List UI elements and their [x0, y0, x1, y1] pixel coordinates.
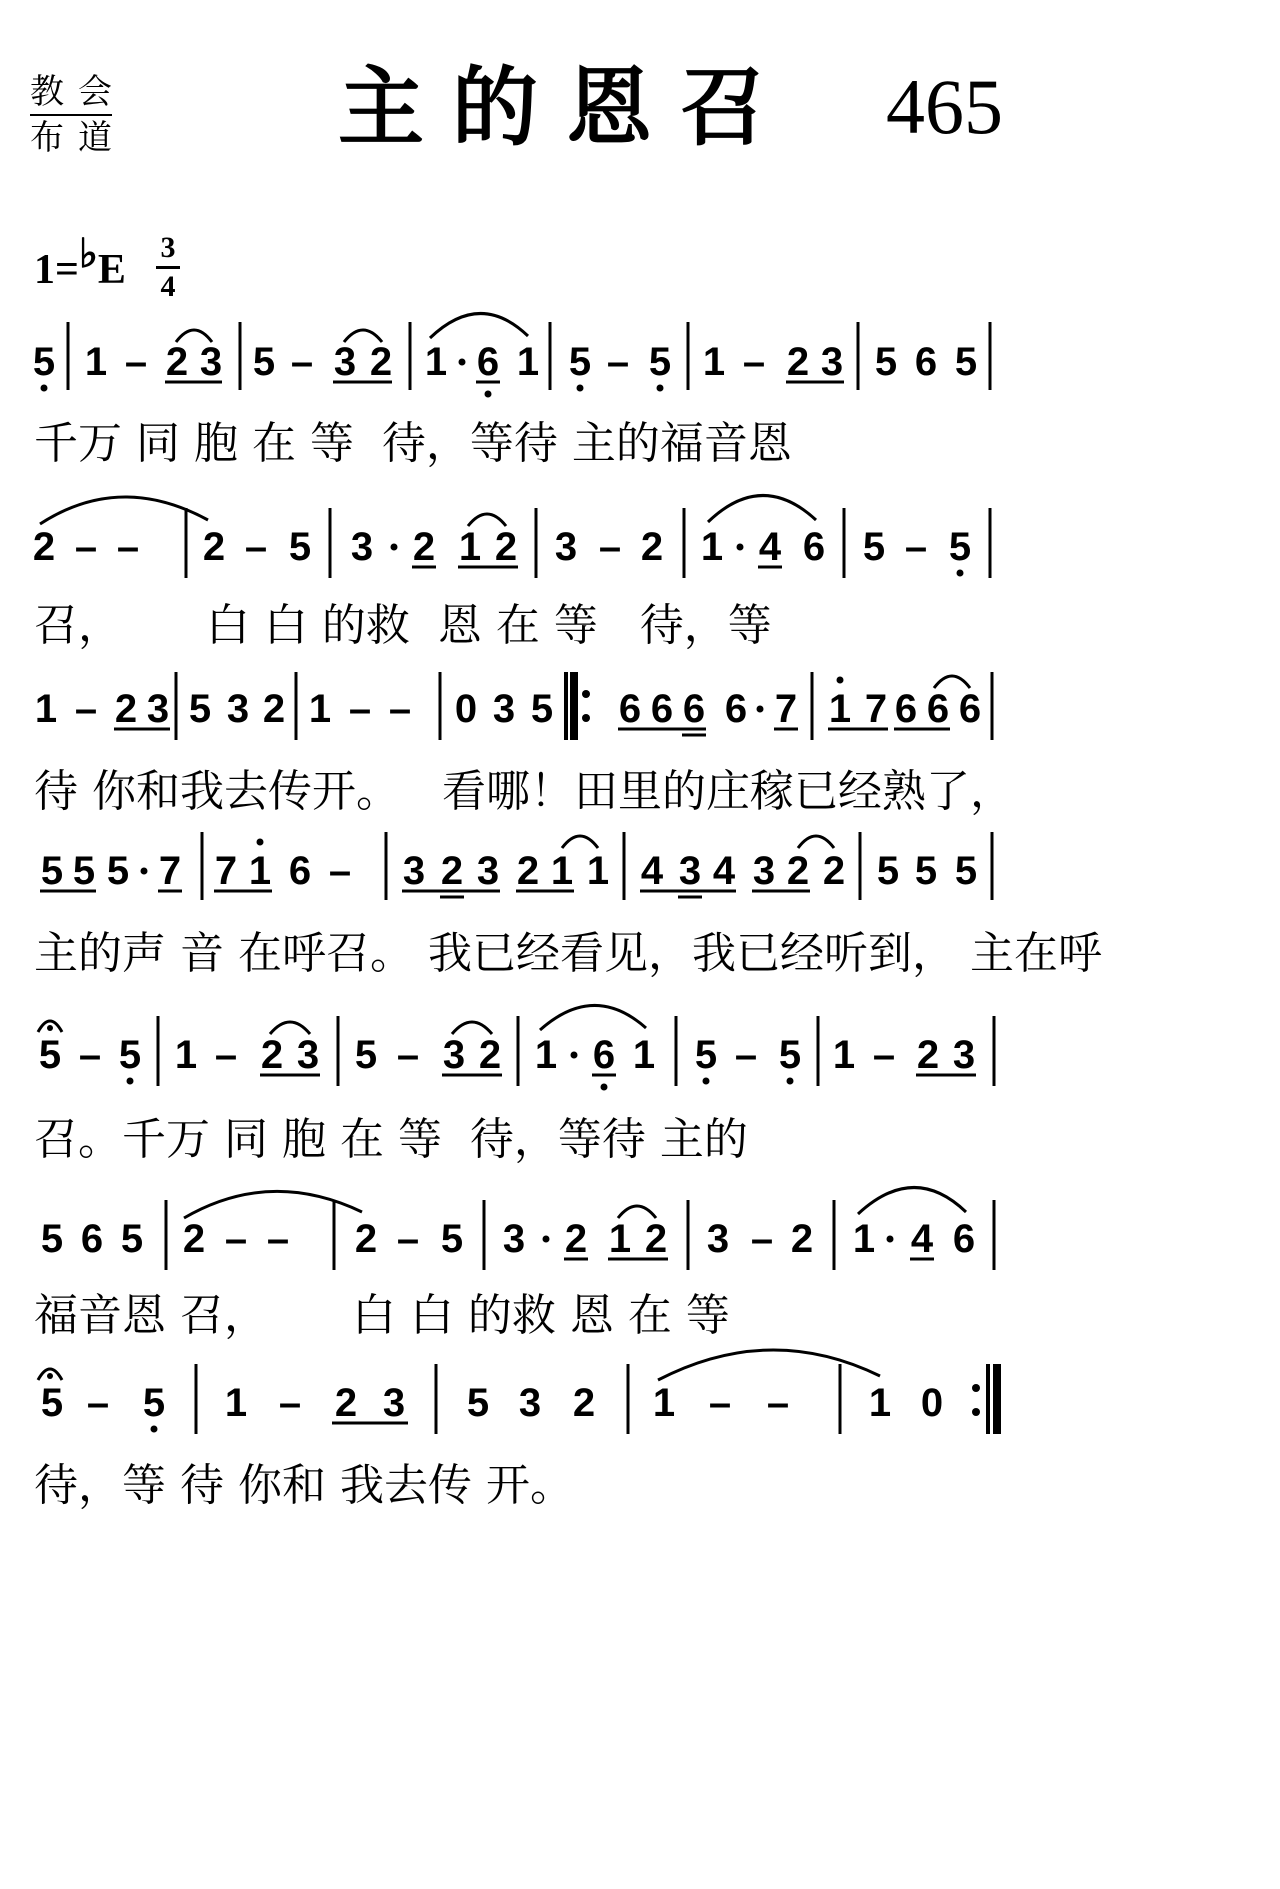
svg-text:–: – — [598, 525, 622, 569]
svg-text:–: – — [708, 1381, 732, 1425]
lyric-line-6: 福音恩 召， 白 白 的救 恩 在 等 — [34, 1290, 730, 1341]
svg-text:1: 1 — [174, 1033, 198, 1077]
svg-text:6: 6 — [592, 1033, 616, 1077]
svg-text:2: 2 — [260, 1033, 284, 1077]
svg-text:6: 6 — [682, 687, 706, 731]
lyric-line-5: 召。千万 同 胞 在 等 待，等待 主的 — [34, 1114, 748, 1165]
svg-text:4: 4 — [640, 849, 664, 893]
svg-text:0: 0 — [920, 1381, 944, 1425]
svg-text:2: 2 — [822, 849, 846, 893]
svg-text:5: 5 — [874, 340, 898, 384]
svg-text:1: 1 — [308, 687, 332, 731]
svg-text:6: 6 — [894, 687, 918, 731]
svg-text:1: 1 — [828, 687, 852, 731]
svg-text:2: 2 — [354, 1217, 378, 1261]
svg-text:–: – — [396, 1217, 420, 1261]
svg-text:3: 3 — [502, 1217, 526, 1261]
svg-text:1: 1 — [224, 1381, 248, 1425]
svg-text:–: – — [116, 525, 140, 569]
svg-text:7: 7 — [864, 687, 888, 731]
svg-text:3: 3 — [476, 849, 500, 893]
svg-text:6: 6 — [288, 849, 312, 893]
svg-text:2: 2 — [32, 525, 56, 569]
svg-text:1: 1 — [702, 340, 726, 384]
svg-text:6: 6 — [476, 340, 500, 384]
svg-text:6: 6 — [650, 687, 674, 731]
svg-text:5: 5 — [32, 340, 56, 384]
svg-text:1: 1 — [632, 1033, 656, 1077]
svg-text:–: – — [278, 1381, 302, 1425]
svg-text:1: 1 — [868, 1381, 892, 1425]
svg-text:2: 2 — [182, 1217, 206, 1261]
svg-text:6: 6 — [80, 1217, 104, 1261]
svg-text:5: 5 — [188, 687, 212, 731]
hymn-number: 465 — [886, 63, 1003, 150]
svg-text:6: 6 — [926, 687, 950, 731]
svg-text:7: 7 — [774, 687, 798, 731]
svg-text:1: 1 — [458, 525, 482, 569]
svg-text:–: – — [224, 1217, 248, 1261]
svg-text:3: 3 — [402, 849, 426, 893]
svg-text:–: – — [124, 340, 148, 384]
svg-text:–: – — [290, 340, 314, 384]
svg-text:–: – — [78, 1033, 102, 1077]
svg-text:1: 1 — [652, 1381, 676, 1425]
svg-text:2: 2 — [334, 1381, 358, 1425]
svg-text:3: 3 — [952, 1033, 976, 1077]
svg-text:3: 3 — [199, 340, 223, 384]
svg-text:5: 5 — [466, 1381, 490, 1425]
svg-text:7: 7 — [158, 849, 182, 893]
svg-text:5: 5 — [252, 340, 276, 384]
svg-text:3: 3 — [146, 687, 170, 731]
svg-text:5: 5 — [38, 1033, 62, 1077]
lyric-line-1: 千万 同 胞 在 等 待，等待 主的福音恩 — [34, 418, 792, 469]
svg-text:2: 2 — [369, 340, 393, 384]
svg-text:5: 5 — [876, 849, 900, 893]
svg-text:3: 3 — [333, 340, 357, 384]
svg-text:5: 5 — [288, 525, 312, 569]
svg-text:5: 5 — [954, 849, 978, 893]
svg-text:5: 5 — [568, 340, 592, 384]
svg-text:1: 1 — [534, 1033, 558, 1077]
svg-text:2: 2 — [262, 687, 286, 731]
svg-text:3: 3 — [820, 340, 844, 384]
flat-sign: ♭ — [78, 231, 98, 276]
svg-text:2: 2 — [572, 1381, 596, 1425]
svg-text:6: 6 — [724, 687, 748, 731]
svg-text:0: 0 — [454, 687, 478, 731]
svg-text:–: – — [86, 1381, 110, 1425]
svg-text:2: 2 — [202, 525, 226, 569]
svg-text:3: 3 — [296, 1033, 320, 1077]
category-label-top: 教会 — [30, 72, 126, 112]
svg-text:1: 1 — [248, 849, 272, 893]
svg-text:6: 6 — [952, 1217, 976, 1261]
svg-text:6: 6 — [958, 687, 982, 731]
svg-text:5: 5 — [72, 849, 96, 893]
svg-text:5: 5 — [142, 1381, 166, 1425]
svg-text:5: 5 — [914, 849, 938, 893]
svg-text:3: 3 — [226, 687, 250, 731]
svg-text:–: – — [606, 340, 630, 384]
lyric-line-7: 待，等 待 你和 我去传 开。 — [34, 1460, 574, 1511]
svg-text:–: – — [734, 1033, 758, 1077]
svg-text:–: – — [266, 1217, 290, 1261]
svg-text:6: 6 — [618, 687, 642, 731]
svg-text:2: 2 — [786, 340, 810, 384]
svg-text:7: 7 — [214, 849, 238, 893]
svg-text:1: 1 — [586, 849, 610, 893]
svg-text:3: 3 — [752, 849, 776, 893]
svg-text:4: 4 — [910, 1217, 934, 1261]
svg-text:–: – — [74, 687, 98, 731]
svg-text:1: 1 — [424, 340, 448, 384]
svg-text:–: – — [742, 340, 766, 384]
svg-text:2: 2 — [516, 849, 540, 893]
svg-text:3: 3 — [382, 1381, 406, 1425]
svg-text:–: – — [328, 849, 352, 893]
svg-text:2: 2 — [790, 1217, 814, 1261]
svg-text:2: 2 — [114, 687, 138, 731]
svg-text:1: 1 — [84, 340, 108, 384]
svg-text:–: – — [872, 1033, 896, 1077]
svg-text:3: 3 — [518, 1381, 542, 1425]
svg-text:3: 3 — [350, 525, 374, 569]
svg-text:2: 2 — [564, 1217, 588, 1261]
svg-text:–: – — [214, 1033, 238, 1077]
svg-text:2: 2 — [440, 849, 464, 893]
svg-text:5: 5 — [778, 1033, 802, 1077]
svg-text:1: 1 — [34, 687, 58, 731]
svg-text:5: 5 — [40, 1217, 64, 1261]
svg-text:–: – — [396, 1033, 420, 1077]
key-name: E — [97, 247, 126, 293]
svg-text:5: 5 — [948, 525, 972, 569]
key-prefix: 1= — [34, 247, 79, 293]
svg-text:5: 5 — [118, 1033, 142, 1077]
svg-text:2: 2 — [494, 525, 518, 569]
lyric-line-4: 主的声 音 在呼召。 我已经看见，我已经听到， 主在呼 — [34, 928, 1102, 979]
svg-text:5: 5 — [40, 1381, 64, 1425]
svg-text:5: 5 — [530, 687, 554, 731]
svg-text:3: 3 — [706, 1217, 730, 1261]
svg-text:1: 1 — [550, 849, 574, 893]
svg-text:–: – — [74, 525, 98, 569]
svg-text:–: – — [750, 1217, 774, 1261]
time-bottom: 4 — [160, 270, 176, 303]
svg-text:5: 5 — [106, 849, 130, 893]
lyric-line-2: 召， 白 白 的救 恩 在 等 待，等 — [34, 600, 772, 651]
svg-text:5: 5 — [440, 1217, 464, 1261]
svg-text:1: 1 — [608, 1217, 632, 1261]
svg-text:3: 3 — [678, 849, 702, 893]
svg-text:2: 2 — [165, 340, 189, 384]
svg-text:5: 5 — [694, 1033, 718, 1077]
svg-text:–: – — [766, 1381, 790, 1425]
svg-text:5: 5 — [120, 1217, 144, 1261]
time-top: 3 — [160, 231, 176, 264]
svg-text:5: 5 — [40, 849, 64, 893]
svg-text:3: 3 — [442, 1033, 466, 1077]
svg-text:–: – — [348, 687, 372, 731]
svg-text:5: 5 — [648, 340, 672, 384]
svg-text:1: 1 — [700, 525, 724, 569]
svg-text:4: 4 — [758, 525, 782, 569]
category-label-bottom: 布道 — [30, 118, 126, 158]
svg-text:2: 2 — [412, 525, 436, 569]
svg-text:–: – — [388, 687, 412, 731]
lyric-line-3: 待 你和我去传开。 看哪！田里的庄稼已经熟了， — [34, 766, 1014, 817]
svg-text:2: 2 — [916, 1033, 940, 1077]
svg-text:3: 3 — [554, 525, 578, 569]
svg-text:2: 2 — [644, 1217, 668, 1261]
svg-text:2: 2 — [640, 525, 664, 569]
svg-text:2: 2 — [478, 1033, 502, 1077]
svg-text:5: 5 — [862, 525, 886, 569]
svg-text:1: 1 — [516, 340, 540, 384]
svg-text:6: 6 — [914, 340, 938, 384]
svg-text:–: – — [244, 525, 268, 569]
svg-text:–: – — [904, 525, 928, 569]
svg-text:2: 2 — [786, 849, 810, 893]
page-title: 主的恩召 — [338, 58, 794, 158]
svg-text:1: 1 — [832, 1033, 856, 1077]
svg-text:6: 6 — [802, 525, 826, 569]
svg-text:5: 5 — [954, 340, 978, 384]
svg-text:1: 1 — [852, 1217, 876, 1261]
svg-text:4: 4 — [712, 849, 736, 893]
svg-text:3: 3 — [492, 687, 516, 731]
svg-text:5: 5 — [354, 1033, 378, 1077]
